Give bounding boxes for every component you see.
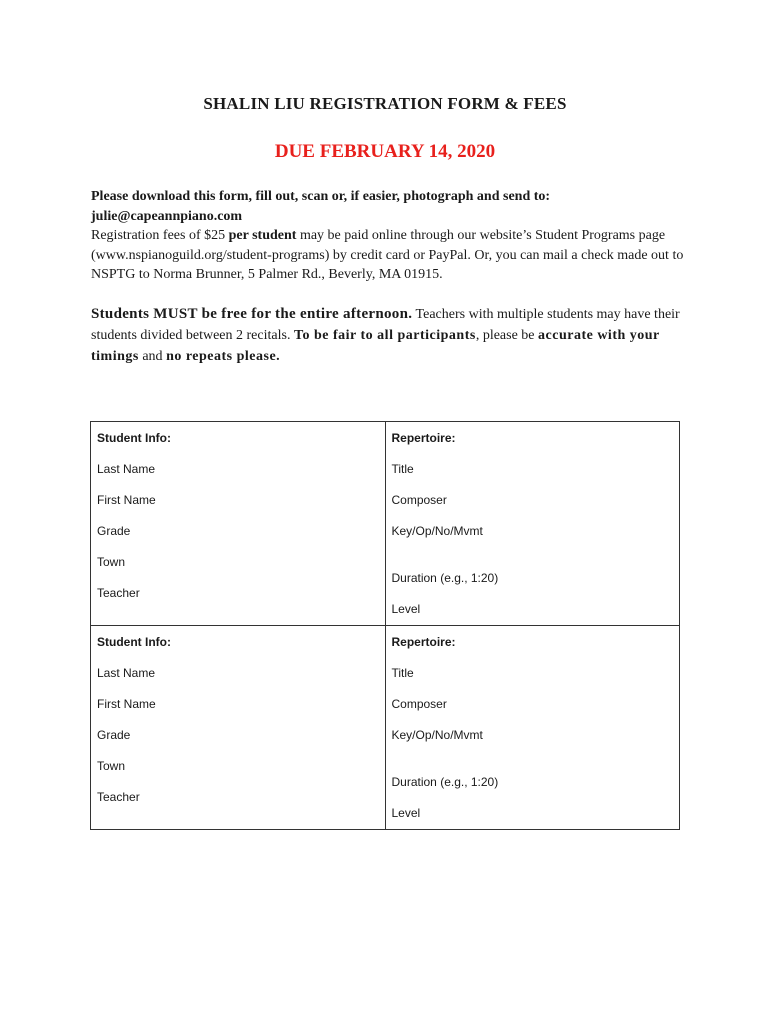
key-label: Key/Op/No/Mvmt (391, 728, 483, 742)
first-name-label: First Name (97, 697, 156, 711)
instructions-paragraph (91, 187, 691, 285)
page-title: SHALIN LIU REGISTRATION FORM & FEES (203, 94, 567, 113)
teacher-label: Teacher (97, 586, 140, 600)
teacher-label: Teacher (97, 790, 140, 804)
repertoire-heading: Repertoire: (391, 635, 456, 649)
student-info-cell[interactable] (91, 422, 386, 626)
student-info-cell[interactable] (91, 626, 386, 830)
key-label: Key/Op/No/Mvmt (391, 524, 483, 538)
repertoire-heading: Repertoire: (391, 431, 456, 445)
town-label: Town (97, 759, 126, 773)
last-name-label: Last Name (97, 462, 156, 476)
due-date: DUE FEBRUARY 14, 2020 (274, 141, 496, 162)
availability-rule: Students MUST be free for the entire afternoon. (91, 306, 413, 322)
level-label: Level (391, 602, 421, 616)
student-info-heading: Student Info: (97, 431, 171, 445)
title-label: Title (391, 666, 414, 680)
repertoire-cell[interactable] (385, 422, 680, 626)
student-info-heading: Student Info: (97, 635, 171, 649)
level-label: Level (391, 806, 421, 820)
repertoire-cell[interactable] (385, 626, 680, 830)
last-name-label: Last Name (97, 666, 156, 680)
recital-split-text: Teachers with multiple students may have their students divided between 2 recitals. (91, 307, 680, 343)
per-student-emphasis: per student (228, 228, 297, 243)
registration-table (90, 421, 680, 830)
no-repeats-emphasis: no repeats please. (166, 349, 281, 364)
grade-label: Grade (97, 728, 131, 742)
duration-label: Duration (e.g., 1:20) (391, 571, 499, 585)
contact-email[interactable]: julie@capeannpiano.com (91, 208, 243, 224)
duration-label: Duration (e.g., 1:20) (391, 775, 499, 789)
title-label: Title (391, 462, 414, 476)
rules-text-b: , please be (475, 328, 539, 343)
fees-text: Registration fees of $25 (91, 228, 229, 243)
fairness-emphasis: To be fair to all participants (293, 328, 476, 343)
grade-label: Grade (97, 524, 131, 538)
composer-label: Composer (391, 493, 447, 507)
rules-text-c: and (138, 349, 167, 364)
registration-row (91, 422, 680, 626)
rules-paragraph (91, 304, 691, 367)
timing-emphasis: accurate with your timings (91, 328, 660, 364)
town-label: Town (97, 555, 126, 569)
registration-row (91, 626, 680, 830)
first-name-label: First Name (97, 493, 156, 507)
download-instruction: Please download this form, fill out, scan or, if easier, photograph and send to: (91, 189, 551, 204)
fees-details: may be paid online through our website’s Student Programs page (www.nspianoguild.org/student-programs) by credit card or PayPal. Or, you can mail a check made out to NSPTG to Norma Brunner, 5 Palmer Rd., Beverly, MA 01915. (91, 228, 684, 282)
composer-label: Composer (391, 697, 447, 711)
